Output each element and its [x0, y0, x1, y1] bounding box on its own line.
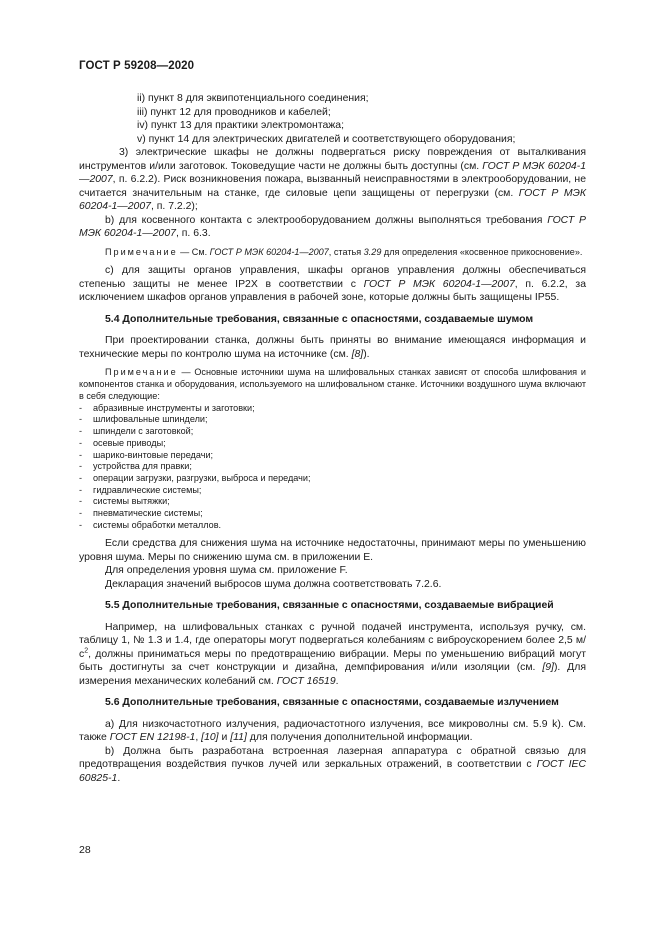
list-item: - шпиндели с заготовкой;	[79, 426, 586, 438]
paragraph: При проектировании станка, должны быть приняты во внимание имеющаяся информация и технические меры по контролю шума на источнике (см. [8]).	[79, 335, 586, 360]
noise-sources-list	[79, 403, 586, 532]
section-heading-5-6: 5.6 Дополнительные требования, связанные с опасностями, создаваемые излучением	[105, 697, 559, 709]
reference: ГОСТ Р МЭК 60204-1—2007	[79, 187, 586, 212]
note: Примечание — См. ГОСТ Р МЭК 60204-1—2007, статья 3.29 для определения «косвенное прикосновение».	[105, 246, 583, 257]
reference: ГОСТ EN 12198-1	[109, 732, 196, 744]
paragraph-c: с) для защиты органов управления, шкафы органов управления должны обеспечиваться степенью защиты не менее IP2X в соответствии с ГОСТ Р МЭК 60204-1—2007, п. 6.2.2, за исключением шкафов органов управления в рабочей зоне, которые должны быть защищены IP55.	[79, 265, 586, 304]
paragraph: Если средства для снижения шума на источнике недостаточны, принимают меры по уменьшению уровня шума. Меры по снижению шума см. в приложении Е.	[79, 538, 586, 563]
list-item: - системы вытяжки;	[79, 496, 586, 508]
list-item: iii) пункт 12 для проводников и кабелей;	[137, 106, 331, 118]
paragraph-b: b) для косвенного контакта с электрооборудованием должны выполняться требования ГОСТ Р МЭК 60204-1—2007, п. 6.3.	[79, 214, 586, 239]
list-item: iv) пункт 13 для практики электромонтажа;	[137, 120, 344, 131]
list-item: - системы обработки металлов.	[79, 520, 586, 532]
reference: ГОСТ 16519	[276, 675, 336, 687]
note: Примечание — Основные источники шума на шлифовальных станках зависят от способа шлифования и компонентов станка и оборудования, используемого на шлифовальном станке. Источники воздушного шума включают в себя следующие:	[79, 367, 586, 401]
list-item: - осевые приводы;	[79, 438, 586, 450]
reference: ГОСТ Р МЭК 60204-1—2007	[363, 278, 515, 290]
list-item: - абразивные инструменты и заготовки;	[79, 403, 586, 415]
list-item: v) пункт 14 для электрических двигателей и соответствующего оборудования;	[137, 133, 516, 145]
note-label: Примечание	[105, 246, 178, 257]
paragraph: Для определения уровня шума см. приложение F.	[105, 565, 348, 577]
list-item: - шлифовальные шпиндели;	[79, 414, 586, 426]
standard-code: ГОСТ Р 59208—2020	[79, 60, 195, 72]
note-label: Примечание	[105, 367, 178, 378]
list-item: - пневматические системы;	[79, 508, 586, 520]
paragraph: Например, на шлифовальных станках с ручной подачей инструмента, используя ручку, см. таблицу 1, № 1.3 и 1.4, где операторы могут подвергаться колебаниям с виброускорением более 2,5 $м/с^2$, должны приниматься меры по предотвращению вибрации. Меры по уменьшению вибраций могут быть достигнуты за счет конструкции и дизайна, демпфирования и/или изоляции (см. [9]). Для измерения механических колебаний см. ГОСТ 16519.	[79, 621, 586, 687]
reference: ГОСТ Р МЭК 60204-1—2007	[79, 214, 586, 239]
reference: [10]	[201, 732, 219, 744]
paragraph-item-3: 3) электрические шкафы не должны подвергаться риску повреждения от выталкивания инструментов и/или заготовок. Токоведущие части не должны быть доступны (см. ГОСТ Р МЭК 60204-1—2007, п. 6.2.2). Риск возникновения пожара, вызванный неисправностями в электрооборудовании, не считается значительным на станке, где силовые цепи защищены от перегрузки (см. ГОСТ Р МЭК 60204-1—2007, п. 7.2.2);	[79, 147, 586, 212]
section-heading-5-5: 5.5 Дополнительные требования, связанные с опасностями, создаваемые вибрацией	[105, 600, 554, 612]
page-content	[79, 92, 586, 785]
list-item: - шарико-винтовые передачи;	[79, 450, 586, 462]
reference: [8]	[351, 348, 364, 360]
reference: ГОСТ Р МЭК 60204-1—2007	[209, 246, 329, 257]
section-heading-5-4: 5.4 Дополнительные требования, связанные с опасностями, создаваемые шумом	[105, 313, 534, 325]
reference: ГОСТ Р МЭК 60204-1—2007	[79, 160, 586, 185]
list-item: - операции загрузки, разгрузки, выброса и передачи;	[79, 473, 586, 485]
paragraph: Декларация значений выбросов шума должна соответствовать 7.2.6.	[105, 578, 442, 590]
page-number: 28	[79, 844, 91, 856]
reference: [9]	[542, 662, 554, 674]
paragraph-a: а) Для низкочастотного излучения, радиочастотного излучения, все микроволны см. 5.9 k). См. также ГОСТ EN 12198-1, [10] и [11] для получения дополнительной информации.	[79, 718, 586, 744]
list-item: - гидравлические системы;	[79, 485, 586, 497]
paragraph-b: b) Должна быть разработана встроенная лазерная аппаратура с обратной связью для предотвращения воздействия пучков лучей или зеркальных отражений, в соответствии с ГОСТ IEC 60825-1.	[79, 745, 586, 784]
list-item: - устройства для правки;	[79, 461, 586, 473]
reference: ГОСТ IEC 60825-1	[79, 759, 586, 784]
list-item: ii) пункт 8 для эквипотенциального соединения;	[137, 93, 369, 104]
reference: [11]	[230, 732, 247, 744]
